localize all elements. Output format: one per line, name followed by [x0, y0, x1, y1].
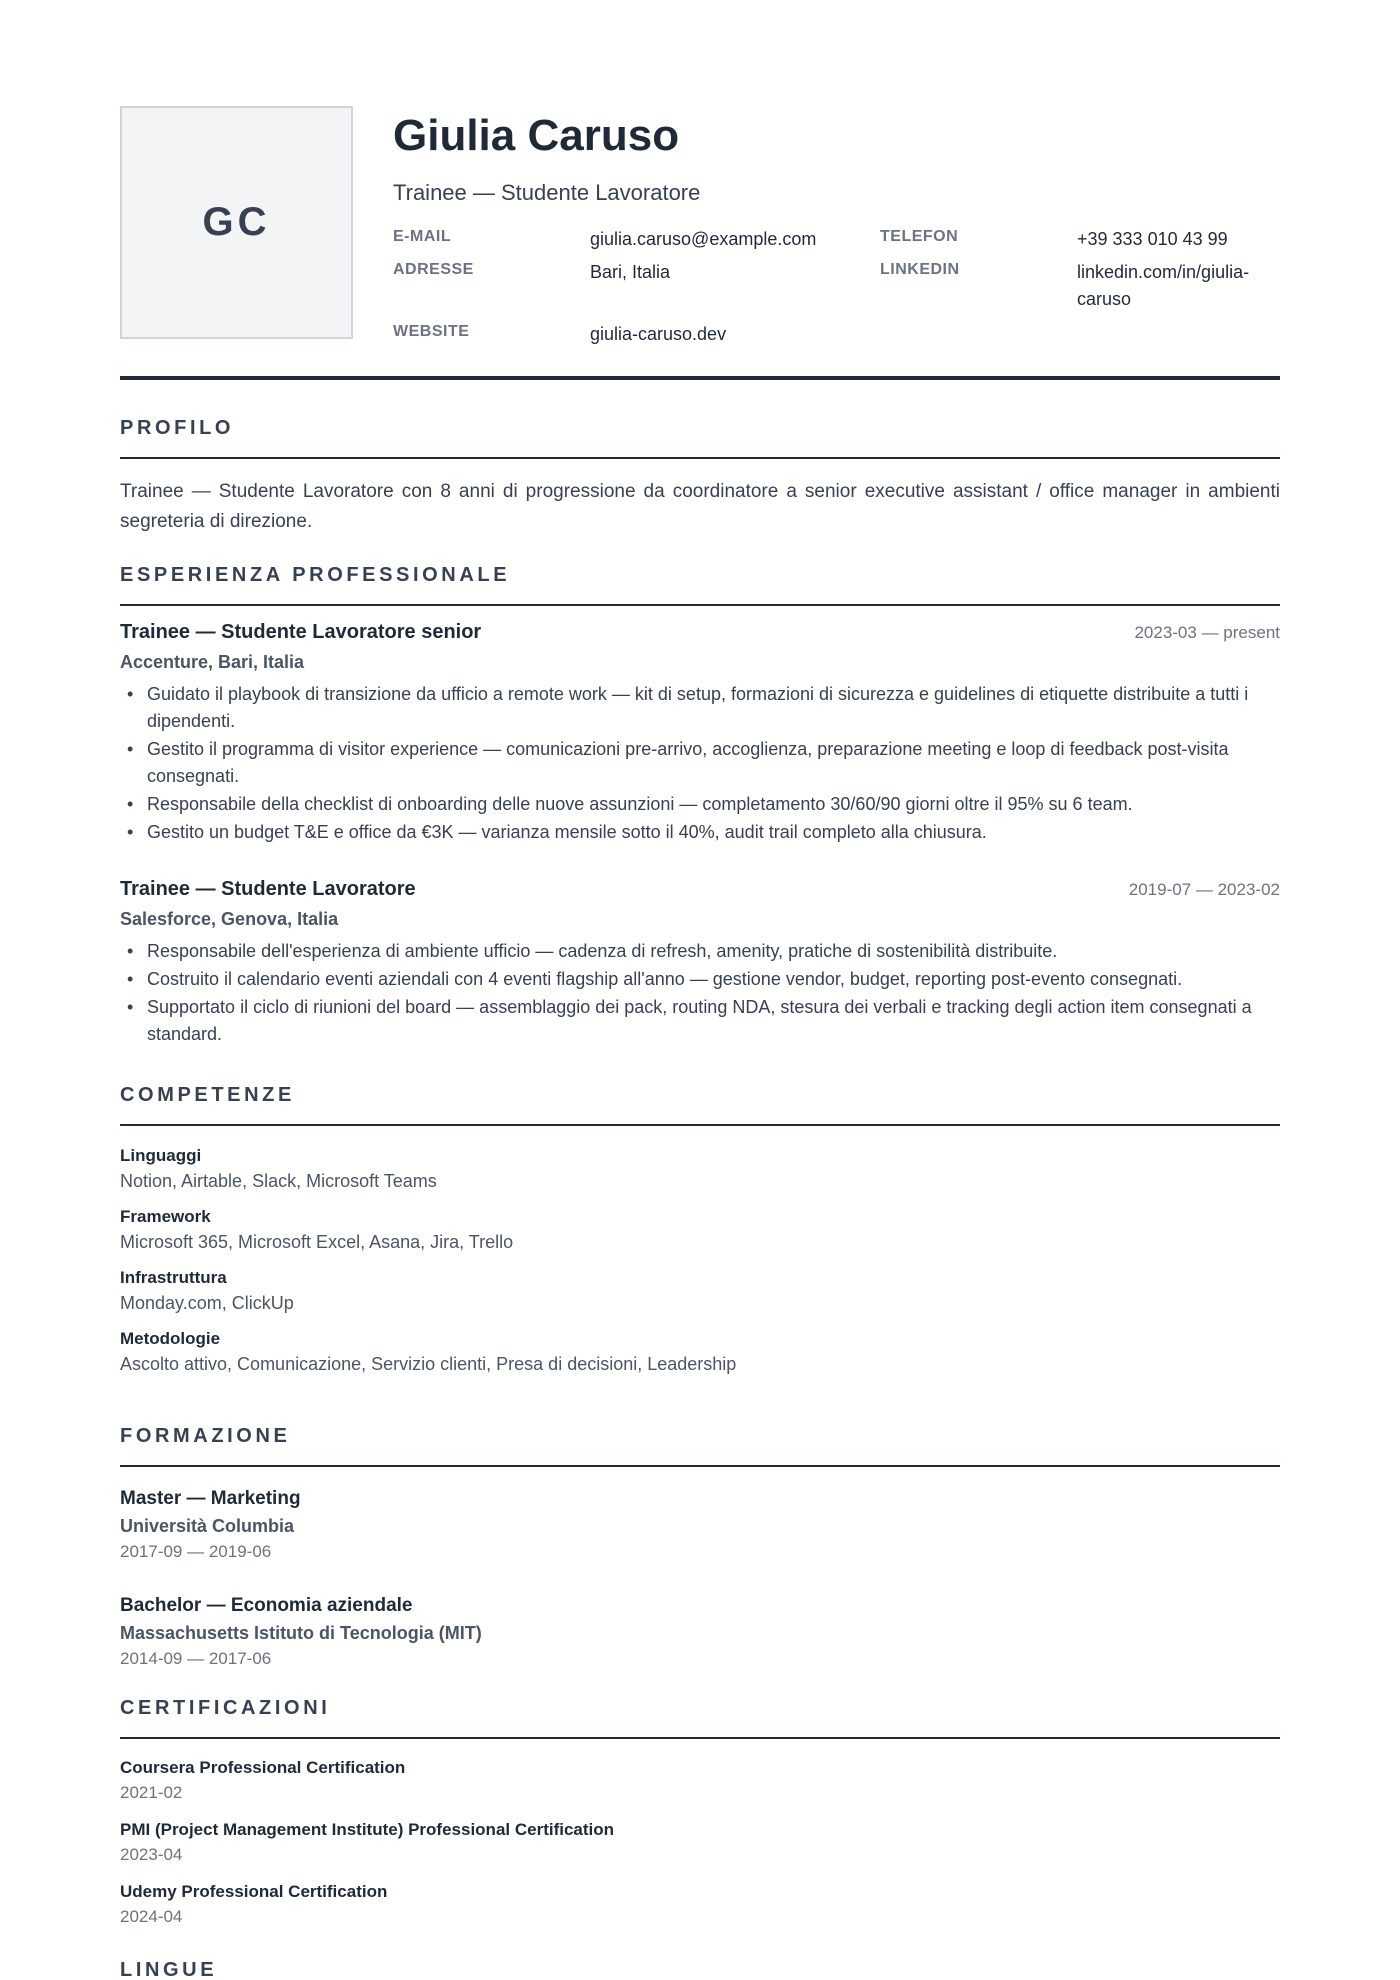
skill-group: [120, 1144, 1280, 1194]
candidate-role: Trainee — Studente Lavoratore: [393, 180, 701, 205]
job-entry: [120, 618, 1280, 847]
education-dates: 2017-09 — 2019-06: [120, 1542, 272, 1561]
certification-name: Coursera Professional Certification: [120, 1758, 406, 1777]
list-item: • Guidato il playbook di transizione da ufficio a remote work — kit di setup, formazioni di sicurezza e guidelines di etiquette distribuite a tutti i dipendenti.: [120, 681, 1280, 735]
address-label: ADRESSE: [393, 261, 474, 278]
section-divider: [120, 457, 1280, 459]
contact-grid: [393, 226, 1280, 356]
list-item: • Responsabile della checklist di onboarding delle nuove assunzioni — completamento 30/60/90 giorni oltre il 95% su 6 team.: [120, 791, 1280, 818]
section-divider: [120, 1465, 1280, 1467]
skill-category: Metodologie: [120, 1329, 221, 1348]
website-value[interactable]: giulia-caruso.dev: [590, 324, 727, 344]
skill-items: Notion, Airtable, Slack, Microsoft Teams: [120, 1171, 437, 1191]
education-degree: Bachelor — Economia aziendale: [120, 1595, 413, 1616]
certification-date: 2024-04: [120, 1907, 183, 1926]
list-item: • Responsabile dell'esperienza di ambiente ufficio — cadenza di refresh, amenity, pratiche di sostenibilità distribuite.: [120, 938, 1280, 965]
section-divider: [120, 604, 1280, 606]
education-dates: 2014-09 — 2017-06: [120, 1649, 272, 1668]
section-education: [120, 1421, 1280, 1699]
list-item: • Gestito il programma di visitor experience — comunicazioni pre-arrivo, accoglienza, preparazione meeting e loop di feedback post-visita consegnati.: [120, 736, 1280, 790]
section-certifications: [120, 1693, 1280, 1941]
section-profile: [120, 413, 1280, 537]
skills-list: [120, 1144, 1280, 1377]
education-school: Massachusetts Istituto di Tecnologia (MIT): [120, 1623, 482, 1643]
job-dates: 2023-03 — present: [1134, 623, 1280, 642]
job-entry: [120, 875, 1280, 1049]
education-degree: Master — Marketing: [120, 1488, 301, 1509]
certification-entry: [120, 1879, 1280, 1929]
section-title-skills: COMPETENZE: [120, 1084, 295, 1106]
phone-value[interactable]: +39 333 010 43 99: [1077, 229, 1228, 249]
skill-group: [120, 1266, 1280, 1316]
section-experience: [120, 560, 1280, 1044]
website-label: WEBSITE: [393, 323, 470, 340]
section-title-certifications: CERTIFICAZIONI: [120, 1697, 331, 1719]
section-title-experience: ESPERIENZA PROFESSIONALE: [120, 564, 511, 586]
certification-name: PMI (Project Management Institute) Professional Certification: [120, 1820, 615, 1839]
certifications-list: [120, 1755, 1280, 1929]
skill-items: Microsoft 365, Microsoft Excel, Asana, Jira, Trello: [120, 1232, 514, 1252]
job-bullets: [120, 681, 1280, 846]
section-languages: [120, 1955, 1280, 1980]
job-company: Salesforce, Genova, Italia: [120, 909, 339, 929]
section-title-education: FORMAZIONE: [120, 1425, 291, 1447]
address-value: Bari, Italia: [590, 262, 671, 282]
skill-group: [120, 1205, 1280, 1255]
job-company: Accenture, Bari, Italia: [120, 652, 305, 672]
job-bullets: [120, 938, 1280, 1048]
email-value[interactable]: giulia.caruso@example.com: [590, 229, 817, 249]
skill-category: Infrastruttura: [120, 1268, 227, 1287]
skill-category: Framework: [120, 1207, 211, 1226]
linkedin-value[interactable]: [1077, 259, 1249, 313]
job-title: Trainee — Studente Lavoratore: [120, 878, 416, 900]
list-item: • Supportato il ciclo di riunioni del board — assemblaggio dei pack, routing NDA, stesura dei verbali e tracking degli action item consegnati a standard.: [120, 994, 1280, 1048]
linkedin-value-line2: caruso: [1077, 289, 1132, 309]
certification-entry: [120, 1817, 1280, 1867]
candidate-name: Giulia Caruso: [393, 111, 680, 160]
certification-name: Udemy Professional Certification: [120, 1882, 388, 1901]
profile-summary: Trainee — Studente Lavoratore con 8 anni di progressione da coordinatore a senior executive assistant / office manager in ambienti segreteria di direzione.: [120, 481, 1280, 532]
certification-entry: [120, 1755, 1280, 1805]
job-title: Trainee — Studente Lavoratore senior: [120, 621, 482, 643]
resume-page: [120, 106, 1280, 380]
section-divider: [120, 1124, 1280, 1126]
phone-label: TELEFON: [880, 228, 959, 245]
education-list: [120, 1485, 1280, 1672]
resume-header: [120, 106, 1280, 380]
skill-group: [120, 1327, 1280, 1377]
certification-date: 2021-02: [120, 1783, 183, 1802]
section-divider: [120, 1737, 1280, 1739]
list-item: • Gestito un budget T&E e office da €3K — varianza mensile sotto il 40%, audit trail completo alla chiusura.: [120, 819, 1280, 846]
linkedin-label: LINKEDIN: [880, 261, 960, 278]
list-item: • Costruito il calendario eventi aziendali con 4 eventi flagship all'anno — gestione vendor, budget, reporting post-evento consegnati.: [120, 966, 1280, 993]
skill-category: Linguaggi: [120, 1146, 202, 1165]
skill-items: Monday.com, ClickUp: [120, 1293, 294, 1313]
section-title-profile: PROFILO: [120, 417, 235, 439]
section-title-languages: LINGUE: [120, 1959, 218, 1980]
job-dates: 2019-07 — 2023-02: [1128, 880, 1280, 899]
linkedin-value-line1: linkedin.com/in/giulia-: [1077, 262, 1250, 282]
education-school: Università Columbia: [120, 1516, 295, 1536]
email-label: E-MAIL: [393, 228, 452, 245]
header-info: [393, 106, 1280, 356]
education-entry: [120, 1485, 1280, 1565]
education-entry: [120, 1592, 1280, 1672]
section-skills: [120, 1080, 1280, 1388]
skill-items: Ascolto attivo, Comunicazione, Servizio clienti, Presa di decisioni, Leadership: [120, 1354, 737, 1374]
profile-photo-placeholder: [120, 106, 353, 339]
certification-date: 2023-04: [120, 1845, 183, 1864]
initials: GC: [202, 200, 271, 244]
